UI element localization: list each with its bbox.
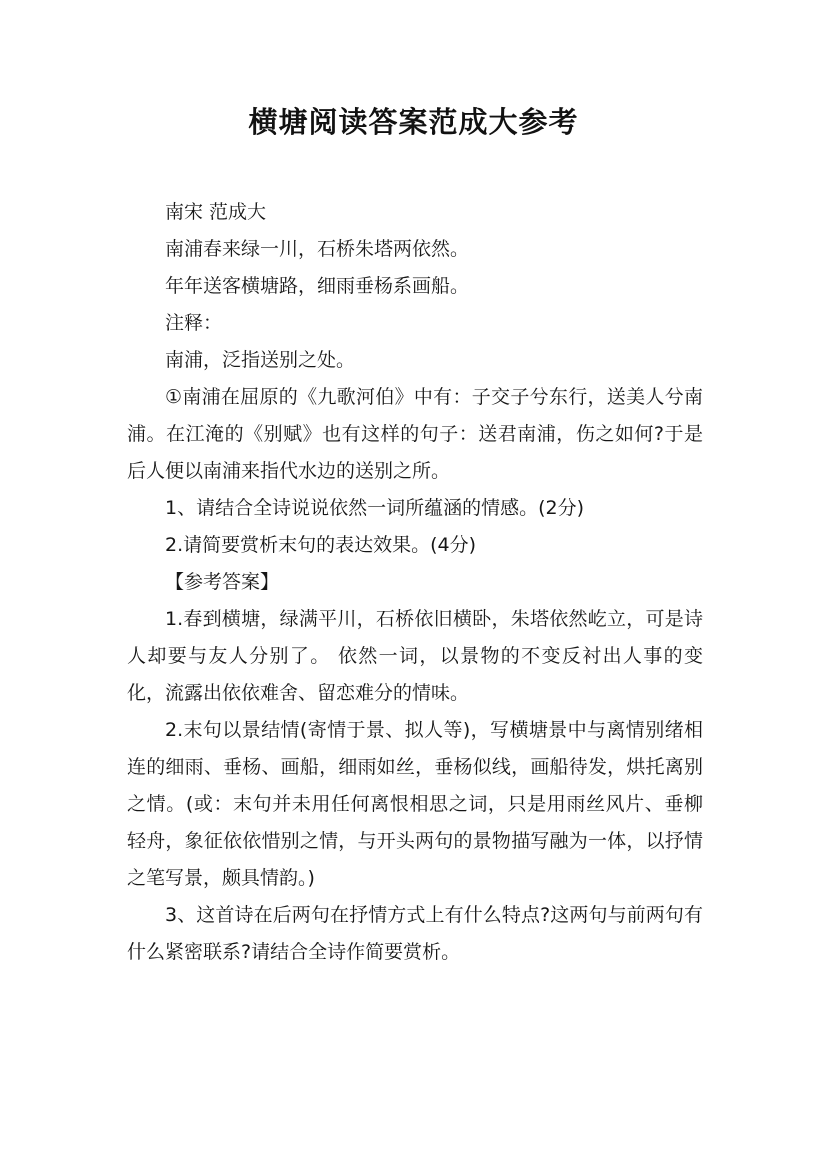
poem-line-1: 南浦春来绿一川，石桥朱塔两依然。 bbox=[165, 238, 470, 260]
note-nanpu: 南浦，泛指送别之处。 bbox=[165, 349, 356, 371]
document-body bbox=[127, 194, 703, 971]
note-nanpu-detail: ①南浦在屈原的《九歌河伯》中有：子交子兮东行，送美人兮南浦。在江淹的《别赋》也有这样的句子：送君南浦，伤之如何?于是后人便以南浦来指代水边的送别之所。 bbox=[127, 386, 703, 482]
question-3: 3、这首诗在后两句在抒情方式上有什么特点?这两句与前两句有什么紧密联系?请结合全诗作简要赏析。 bbox=[127, 904, 703, 963]
answer-2: 2.末句以景结情(寄情于景、拟人等)，写横塘景中与离情别绪相连的细雨、垂杨、画船，细雨如丝，垂杨似线，画船待发，烘托离别之情。(或：末句并未用任何离恨相思之词，只是用雨丝风片、垂柳轻舟，象征依依惜别之情，与开头两句的景物描写融为一体，以抒情之笔写景，颇具情韵。) bbox=[127, 719, 703, 889]
question-2: 2.请简要赏析末句的表达效果。(4分) bbox=[165, 534, 477, 556]
document-title: 横塘阅读答案范成大参考 bbox=[248, 105, 579, 139]
poem-author: 南宋 范成大 bbox=[165, 201, 267, 223]
question-1: 1、请结合全诗说说依然一词所蕴涵的情感。(2分) bbox=[165, 497, 585, 519]
poem-line-2: 年年送客横塘路，细雨垂杨系画船。 bbox=[165, 275, 470, 297]
answer-1: 1.春到横塘，绿满平川，石桥依旧横卧，朱塔依然屹立，可是诗人却要与友人分别了。 依然一词，以景物的不变反衬出人事的变化，流露出依依难舍、留恋难分的情味。 bbox=[127, 608, 703, 704]
answer-heading: 【参考答案】 bbox=[165, 571, 280, 593]
notes-heading: 注释： bbox=[165, 312, 223, 334]
